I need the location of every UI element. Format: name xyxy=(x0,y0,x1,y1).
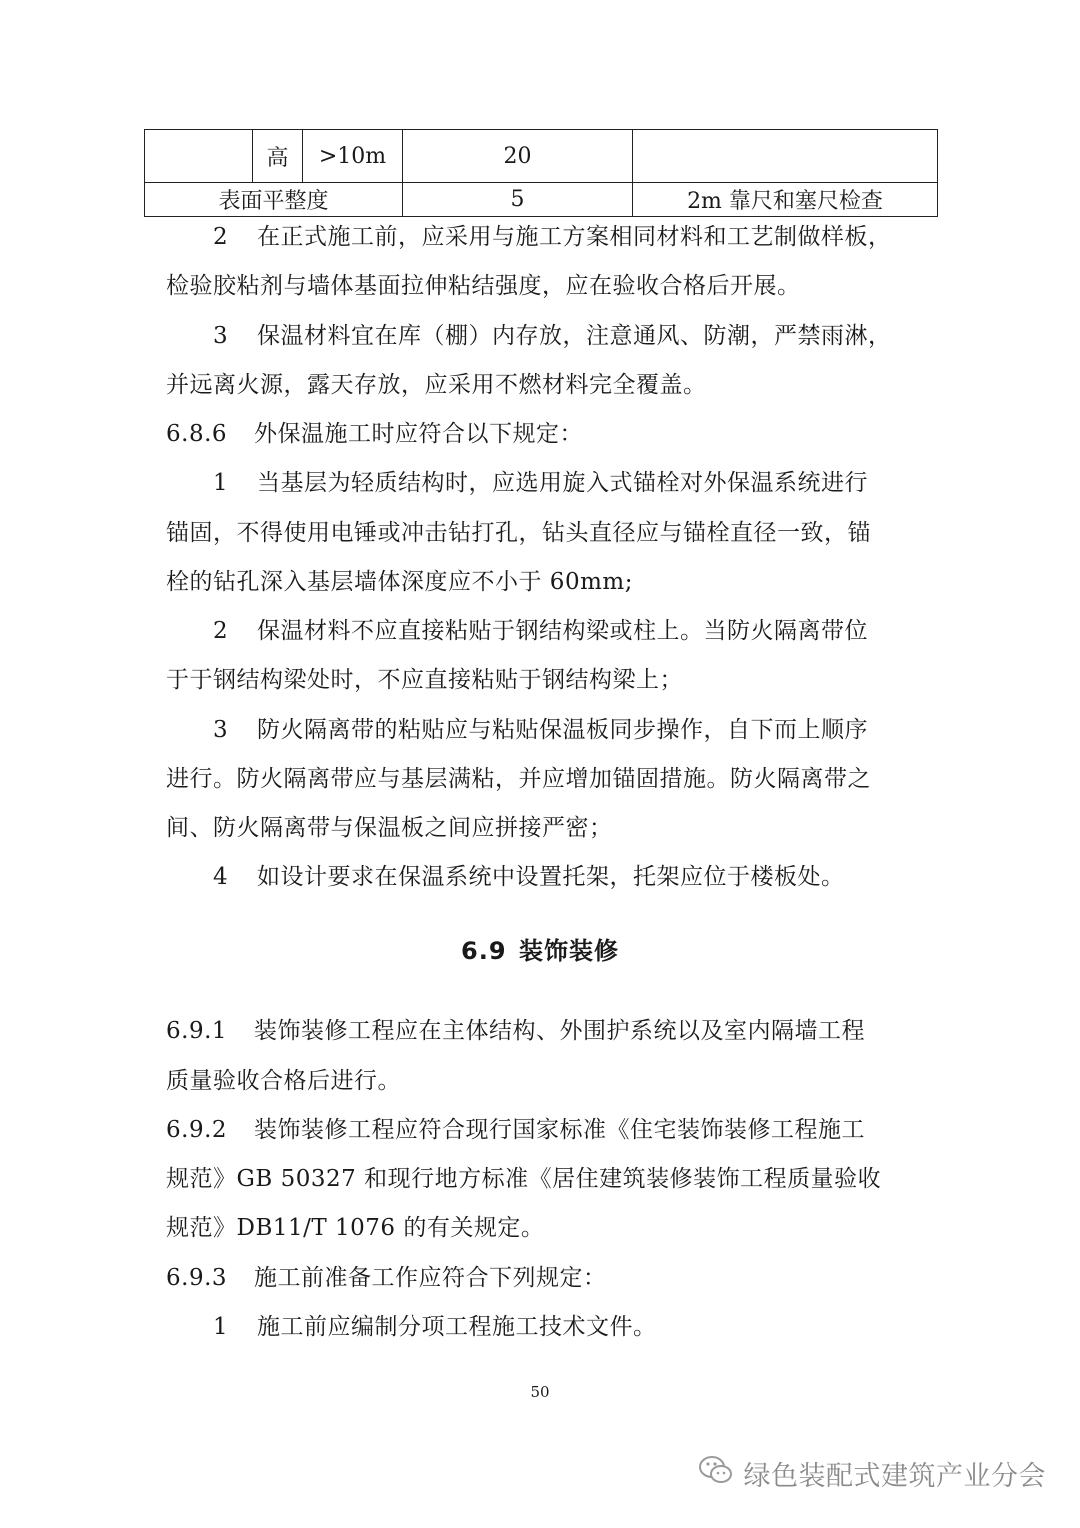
table-cell: 5 xyxy=(403,183,633,217)
clause-heading: 6.9.1 装饰装修工程应在主体结构、外围护系统以及室内隔墙工程 xyxy=(166,1018,865,1044)
table-cell: 2m 靠尺和塞尺检查 xyxy=(633,183,938,217)
table-cell: 20 xyxy=(403,130,633,183)
clause-heading: 6.9.2 装饰装修工程应符合现行国家标准《住宅装饰装修工程施工 xyxy=(166,1117,865,1143)
table-row xyxy=(145,130,938,183)
watermark xyxy=(696,1448,1047,1498)
page-number: 50 xyxy=(530,1383,550,1401)
text-line: 规范》DB11/T 1076 的有关规定。 xyxy=(166,1215,545,1241)
wechat-icon xyxy=(696,1450,736,1497)
text-line: 质量验收合格后进行。 xyxy=(166,1068,401,1094)
section-title: 6.9 装饰装修 xyxy=(461,937,619,965)
table-cell: 表面平整度 xyxy=(145,183,403,217)
text-line: 于于钢结构梁处时，不应直接粘贴于钢结构梁上； xyxy=(166,667,683,693)
text-line: 规范》GB 50327 和现行地方标准《居住建筑装修装饰工程质量验收 xyxy=(166,1166,882,1192)
text-line: 3 保温材料宜在库（棚）内存放，注意通风、防潮，严禁雨淋， xyxy=(213,323,892,349)
clause-heading: 6.8.6 外保温施工时应符合以下规定： xyxy=(166,421,583,447)
watermark-text: 绿色装配式建筑产业分会 xyxy=(743,1460,1046,1492)
text-line: 2 保温材料不应直接粘贴于钢结构梁或柱上。当防火隔离带位 xyxy=(213,618,868,644)
text-line: 栓的钻孔深入基层墙体深度应不小于 60mm; xyxy=(166,569,633,595)
text-line: 1 当基层为轻质结构时，应选用旋入式锚栓对外保温系统进行 xyxy=(213,470,868,496)
table-cell: >10m xyxy=(303,130,403,183)
text-line: 4 如设计要求在保温系统中设置托架，托架应位于楼板处。 xyxy=(213,864,845,890)
text-line: 并远离火源，露天存放，应采用不燃材料完全覆盖。 xyxy=(166,372,707,398)
text-line: 检验胶粘剂与墙体基面拉伸粘结强度，应在验收合格后开展。 xyxy=(166,273,801,299)
table-cell xyxy=(633,130,938,183)
table-cell xyxy=(145,130,253,183)
text-line: 锚固，不得使用电锤或冲击钻打孔，钻头直径应与锚栓直径一致，锚 xyxy=(166,520,871,546)
text-line: 进行。防火隔离带应与基层满粘，并应增加锚固措施。防火隔离带之 xyxy=(166,766,871,792)
table-row xyxy=(145,183,938,217)
text-line: 1 施工前应编制分项工程施工技术文件。 xyxy=(213,1314,657,1340)
text-line: 3 防火隔离带的粘贴应与粘贴保温板同步操作，自下而上顺序 xyxy=(213,717,868,743)
tolerance-table xyxy=(144,129,938,217)
clause-heading: 6.9.3 施工前准备工作应符合下列规定： xyxy=(166,1265,607,1291)
table-cell: 高 xyxy=(253,130,303,183)
text-line: 间、防火隔离带与保温板之间应拼接严密； xyxy=(166,815,613,841)
text-line: 2 在正式施工前，应采用与施工方案相同材料和工艺制做样板， xyxy=(213,224,892,250)
